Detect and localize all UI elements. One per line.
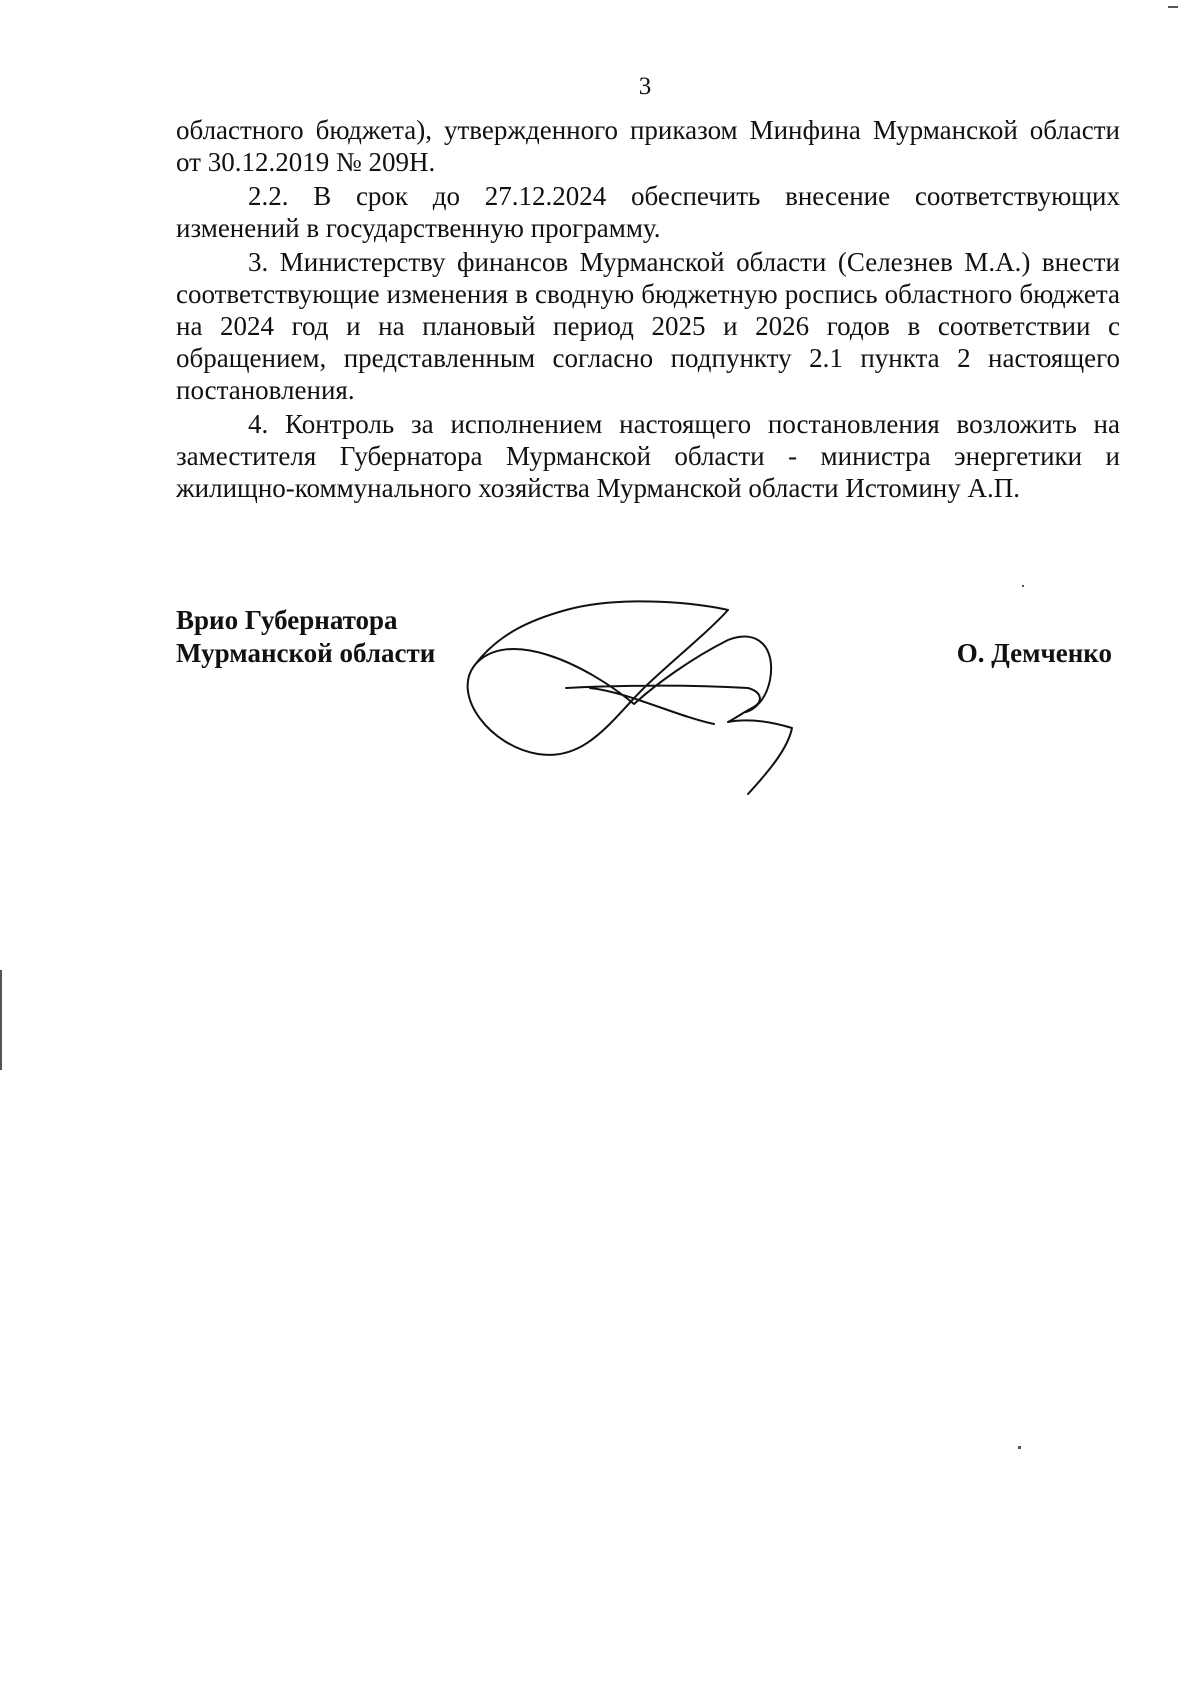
signatory-title: [176, 604, 435, 670]
paragraph-clause-2-2: 2.2. В срок до 27.12.2024 обеспечить внесение соответствующих изменений в государственную программу.: [176, 181, 1120, 243]
document-body: [176, 114, 1120, 506]
scan-edge-mark: [0, 970, 2, 1070]
paragraph-continuation: областного бюджета), утвержденного приказом Минфина Мурманской области от 30.12.2019 № 209Н.: [176, 115, 1120, 177]
signatory-title-line-1: Врио Губернатора: [176, 605, 398, 635]
signatory-name: О. Демченко: [956, 638, 1112, 668]
signatory-title-line-2: Мурманской области: [176, 638, 436, 668]
page-number: 3: [638, 73, 652, 100]
signature-block: [176, 604, 1120, 804]
scan-edge-mark: [1168, 6, 1178, 8]
paragraph-clause-3: 3. Министерству финансов Мурманской области (Селезнев М.А.) внести соответствующие изменения в сводную бюджетную роспись областного бюджета на 2024 год и на плановый период 2025 и 2026 годов в соответствии с обращением, представленным согласно подпункту 2.1 пункта 2 настоящего постановления.: [176, 247, 1120, 405]
handwritten-signature: [458, 600, 818, 810]
scan-speck: [1018, 1446, 1021, 1449]
paragraph-clause-4: 4. Контроль за исполнением настоящего постановления возложить на заместителя Губернатора Мурманской области - министра энергетики и жилищно-коммунального хозяйства Мурманской области Истомину А.П.: [176, 409, 1120, 503]
scan-speck: [1022, 585, 1024, 587]
